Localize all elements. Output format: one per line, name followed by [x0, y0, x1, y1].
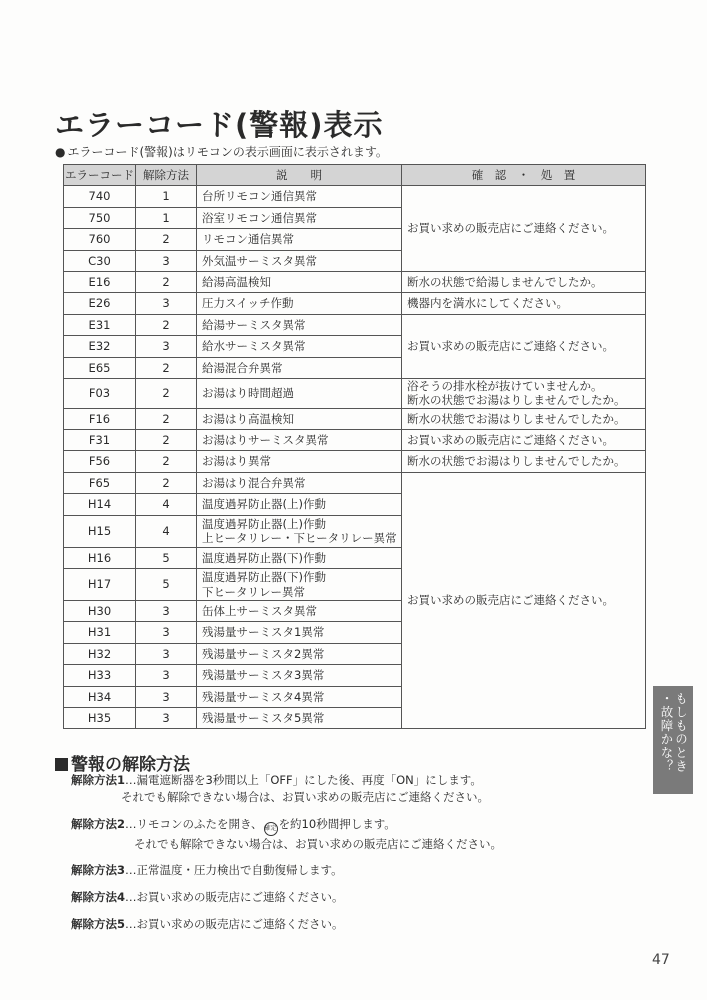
error-code-cell: H35 — [64, 707, 136, 728]
description-line: 温度過昇防止器(上)作動 — [202, 516, 326, 531]
release-method-cell: 2 — [136, 408, 197, 429]
error-code-cell: C30 — [64, 250, 136, 271]
table-row — [64, 451, 646, 472]
description-line: リモコン通信異常 — [202, 232, 294, 247]
release-method-cell: 3 — [136, 622, 197, 643]
description-cell — [197, 569, 402, 601]
error-code-cell: H31 — [64, 622, 136, 643]
error-code-cell: E32 — [64, 336, 136, 357]
release-method-cell: 2 — [136, 472, 197, 493]
page-number: 47 — [652, 952, 670, 968]
release-method-cell: 4 — [136, 494, 197, 515]
description-line: 残湯量サーミスタ1異常 — [202, 625, 325, 640]
method-text: …正常温度・圧力検出で自動復帰します。 — [125, 863, 343, 877]
description-line: 給湯サーミスタ異常 — [202, 317, 306, 332]
table-row — [64, 430, 646, 451]
side-tab — [653, 686, 693, 794]
error-code-cell: 740 — [64, 186, 136, 207]
description-cell — [197, 336, 402, 357]
action-line: お買い求めの販売店にご連絡ください。 — [407, 221, 614, 236]
error-code-cell: H30 — [64, 601, 136, 622]
action-line: お買い求めの販売店にご連絡ください。 — [407, 593, 614, 608]
description-line: 温度過昇防止器(下)作動 — [202, 550, 326, 565]
error-code-cell: H16 — [64, 547, 136, 568]
method-text: …リモコンのふたを開き、 — [125, 817, 263, 831]
action-line: お買い求めの販売店にご連絡ください。 — [407, 339, 614, 354]
release-method-cell: 3 — [136, 686, 197, 707]
description-line: 給水サーミスタ異常 — [202, 339, 306, 354]
description-cell — [197, 378, 402, 408]
release-method-3 — [71, 862, 343, 879]
table-row — [64, 271, 646, 292]
action-line: お買い求めの販売店にご連絡ください。 — [407, 433, 614, 448]
error-code-cell: E31 — [64, 314, 136, 335]
table-row — [64, 378, 646, 408]
release-method-cell: 5 — [136, 569, 197, 601]
error-code-cell: H32 — [64, 643, 136, 664]
description-cell — [197, 515, 402, 547]
description-line: 残湯量サーミスタ5異常 — [202, 710, 325, 725]
method-continuation: それでも解除できない場合は、お買い求めの販売店にご連絡ください。 — [121, 790, 489, 804]
release-method-cell: 4 — [136, 515, 197, 547]
action-cell — [402, 186, 646, 272]
method-label: 解除方法4 — [71, 890, 126, 904]
action-line: 断水の状態でお湯はりしませんでしたか。 — [407, 411, 626, 426]
release-method-cell: 1 — [136, 207, 197, 228]
method-text-after: を約10秒間押します。 — [278, 817, 396, 831]
release-method-cell: 3 — [136, 707, 197, 728]
description-cell — [197, 547, 402, 568]
description-line: 下ヒータリレー異常 — [202, 584, 306, 599]
method-text: …お買い求めの販売店にご連絡ください。 — [125, 890, 344, 904]
action-line: 断水の状態でお湯はりしませんでしたか。 — [407, 393, 626, 408]
description-line: 上ヒータリレー・下ヒータリレー異常 — [202, 531, 397, 546]
page-title: エラーコード(警報)表示 — [55, 108, 384, 142]
release-title-text: 警報の解除方法 — [71, 755, 190, 775]
method-label: 解除方法5 — [71, 917, 126, 931]
release-method-cell: 1 — [136, 186, 197, 207]
error-code-table — [63, 164, 646, 729]
method-text: …お買い求めの販売店にご連絡ください。 — [125, 917, 344, 931]
square-bullet-icon — [55, 758, 68, 771]
description-cell — [197, 472, 402, 493]
release-method-cell: 2 — [136, 430, 197, 451]
action-cell — [402, 472, 646, 729]
release-method-cell: 3 — [136, 336, 197, 357]
release-method-cell: 3 — [136, 601, 197, 622]
description-cell — [197, 229, 402, 250]
description-line: 残湯量サーミスタ3異常 — [202, 668, 325, 683]
description-line: 残湯量サーミスタ4異常 — [202, 689, 325, 704]
header-action: 確 認 ・ 処 置 — [402, 165, 646, 186]
table-header-row — [64, 165, 646, 186]
error-code-cell: E26 — [64, 293, 136, 314]
release-method-cell: 3 — [136, 250, 197, 271]
table-body — [64, 186, 646, 729]
release-method-4 — [71, 889, 344, 906]
description-line: お湯はり異常 — [202, 454, 271, 469]
error-code-cell: E65 — [64, 357, 136, 378]
description-cell — [197, 451, 402, 472]
method-label: 解除方法3 — [71, 863, 126, 877]
description-line: 給湯混合弁異常 — [202, 360, 283, 375]
method-label: 解除方法2 — [71, 817, 126, 831]
release-method-cell: 2 — [136, 378, 197, 408]
bullet-icon: ● — [55, 145, 66, 159]
error-code-cell: H33 — [64, 665, 136, 686]
action-cell — [402, 271, 646, 292]
error-code-cell: F56 — [64, 451, 136, 472]
description-cell — [197, 643, 402, 664]
action-cell — [402, 378, 646, 408]
release-method-cell: 3 — [136, 665, 197, 686]
action-line: 断水の状態でお湯はりしませんでしたか。 — [407, 454, 626, 469]
action-line: 機器内を満水にしてください。 — [407, 296, 568, 311]
method-text: …漏電遮断器を3秒間以上「OFF」にした後、再度「ON」にします。 — [125, 773, 482, 787]
table-row — [64, 472, 646, 493]
error-code-cell: F31 — [64, 430, 136, 451]
release-method-cell: 2 — [136, 229, 197, 250]
action-line: 断水の状態で給湯しませんでしたか。 — [407, 274, 603, 289]
description-line: 台所リモコン通信異常 — [202, 189, 317, 204]
description-line: 外気温サーミスタ異常 — [202, 253, 317, 268]
description-cell — [197, 408, 402, 429]
description-cell — [197, 665, 402, 686]
error-code-cell: F16 — [64, 408, 136, 429]
error-code-cell: 750 — [64, 207, 136, 228]
description-cell — [197, 314, 402, 335]
action-cell — [402, 314, 646, 378]
error-code-cell: H17 — [64, 569, 136, 601]
description-line: 残湯量サーミスタ2異常 — [202, 646, 325, 661]
description-line: お湯はり時間超過 — [202, 386, 294, 401]
description-cell — [197, 207, 402, 228]
side-tab-label-1: もしものとき — [673, 692, 689, 773]
release-method-cell: 2 — [136, 271, 197, 292]
description-cell — [197, 622, 402, 643]
confirm-button-icon: 確定 — [264, 822, 278, 836]
intro-text — [55, 143, 388, 160]
side-tab-label-2: ・故障かな？ — [659, 692, 674, 773]
description-cell — [197, 357, 402, 378]
table-row — [64, 293, 646, 314]
description-cell — [197, 186, 402, 207]
description-line: 缶体上サーミスタ異常 — [202, 604, 317, 618]
description-cell — [197, 271, 402, 292]
release-method-cell: 2 — [136, 451, 197, 472]
release-method-cell: 5 — [136, 547, 197, 568]
release-method-cell: 3 — [136, 293, 197, 314]
action-cell — [402, 408, 646, 429]
error-code-cell: H14 — [64, 494, 136, 515]
release-method-cell: 3 — [136, 643, 197, 664]
table-row — [64, 408, 646, 429]
error-code-cell: 760 — [64, 229, 136, 250]
error-code-cell: H15 — [64, 515, 136, 547]
error-code-cell: F65 — [64, 472, 136, 493]
description-line: 温度過昇防止器(下)作動 — [202, 570, 326, 585]
action-cell — [402, 293, 646, 314]
release-method-cell: 2 — [136, 357, 197, 378]
description-line: お湯はり混合弁異常 — [202, 475, 306, 490]
description-cell — [197, 494, 402, 515]
description-cell — [197, 686, 402, 707]
error-code-cell: F03 — [64, 378, 136, 408]
release-method-2 — [71, 816, 502, 853]
intro-sentence: エラーコード(警報)はリモコンの表示画面に表示されます。 — [67, 145, 388, 159]
header-code: エラーコード — [64, 165, 136, 186]
description-cell — [197, 293, 402, 314]
description-cell — [197, 707, 402, 728]
release-method-1 — [71, 772, 489, 806]
release-method-5 — [71, 916, 344, 933]
table-row — [64, 186, 646, 207]
description-line: 温度過昇防止器(上)作動 — [202, 497, 326, 512]
description-line: お湯はり高温検知 — [202, 411, 294, 426]
description-cell — [197, 601, 402, 622]
action-cell — [402, 451, 646, 472]
description-cell — [197, 250, 402, 271]
method-label: 解除方法1 — [71, 773, 126, 787]
header-method: 解除方法 — [136, 165, 197, 186]
description-line: 浴室リモコン通信異常 — [202, 210, 317, 225]
description-line: 給湯高温検知 — [202, 274, 271, 289]
description-line: 圧力スイッチ作動 — [202, 296, 294, 311]
action-cell — [402, 430, 646, 451]
header-description: 説 明 — [197, 165, 402, 186]
description-cell — [197, 430, 402, 451]
description-line: お湯はりサーミスタ異常 — [202, 433, 329, 448]
action-line: 浴そうの排水栓が抜けていませんか。 — [407, 378, 603, 393]
method-continuation: それでも解除できない場合は、お買い求めの販売店にご連絡ください。 — [134, 837, 502, 851]
release-method-cell: 2 — [136, 314, 197, 335]
error-code-cell: E16 — [64, 271, 136, 292]
error-code-cell: H34 — [64, 686, 136, 707]
table-row — [64, 314, 646, 335]
